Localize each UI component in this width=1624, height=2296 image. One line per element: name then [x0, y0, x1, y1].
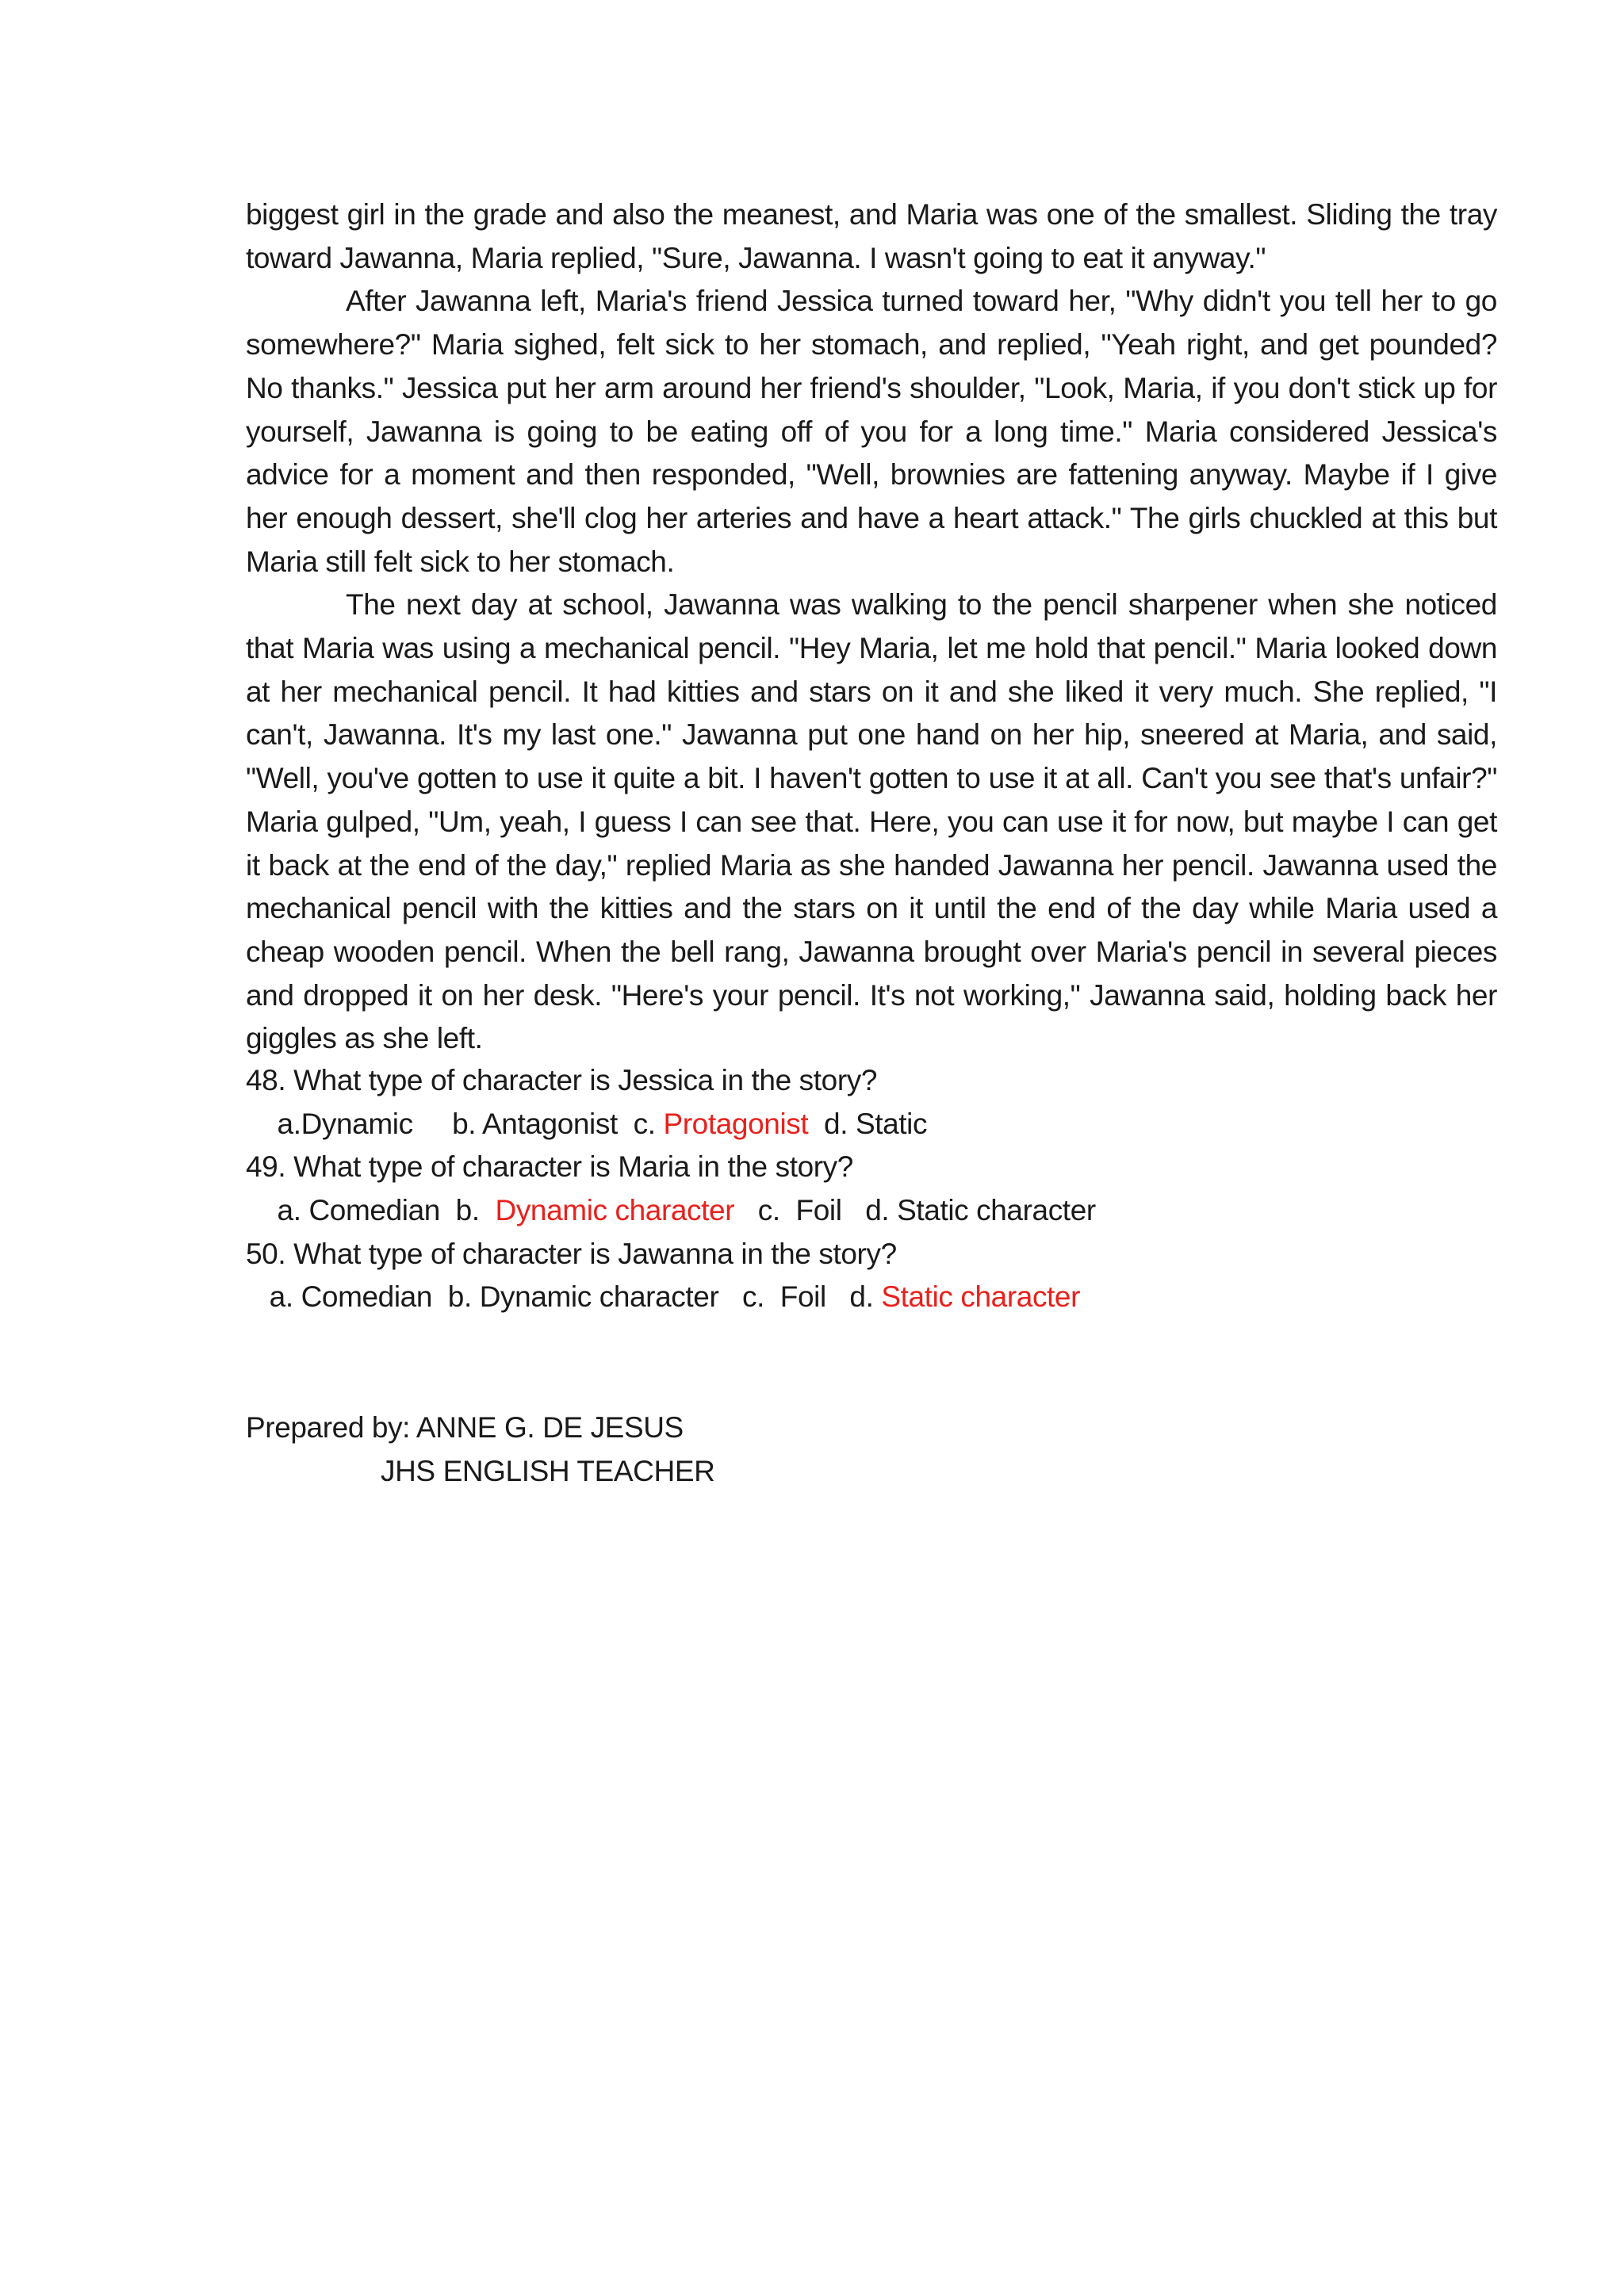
choice-prefix: b. [432, 1280, 480, 1314]
choice-d: Static character [897, 1194, 1096, 1227]
choice-b: Dynamic character [479, 1280, 719, 1314]
choice-d: Static [855, 1107, 928, 1140]
question-50: 50. What type of character is Jawanna in the story? [246, 1237, 897, 1270]
choice-prefix: a. [246, 1107, 301, 1140]
choice-d-answer: Static character [881, 1280, 1081, 1314]
choice-a: Comedian [308, 1194, 440, 1227]
question-48: 48. What type of character is Jessica in the story? [246, 1064, 878, 1096]
choice-prefix: b. [439, 1194, 496, 1227]
story-paragraph: After Jawanna left, Maria's friend Jessica turned toward her, "Why didn't you tell her to go somewhere?" Maria sighed, felt sick to her stomach, and replied, "Yeah right, and get pounded? No thanks." Jessica put her arm around her friend's shoulder, "Look, Maria, if you don't stick up for yourself, Jawanna is going to be eating off of you for a long time." Maria considered Jessica's advice for a moment and then responded, "Well, brownies are fattening anyway. Maybe if I give her enough dessert, she'll clog her arteries and have a heart attack." The girls chuckled at this but Maria still felt sick to her stomach. [246, 285, 1497, 578]
choice-prefix: d. [808, 1107, 856, 1140]
choice-b-answer: Dynamic character [495, 1194, 735, 1227]
story-paragraph: The next day at school, Jawanna was walking to the pencil sharpener when she noticed that Maria was using a mechanical pencil. "Hey Maria, let me hold that pencil." Maria looked down at her mechanical pencil. It had kitties and stars on it and she liked it very much. She replied, "I can't, Jawanna. It's my last one." Jawanna put one hand on her hip, sneered at Maria, and said, "Well, you've gotten to use it quite a bit. I haven't gotten to use it at all. Can't you see that's unfair?" Maria gulped, "Um, yeah, I guess I can see that. Here, you can use it for now, but maybe I can get it back at the end of the day," replied Maria as she handed Jawanna her pencil. Jawanna used the mechanical pencil with the kitties and the stars on it until the end of the day while Maria used a cheap wooden pencil. When the bell rang, Jawanna brought over Maria's pencil in several pieces and dropped it on her desk. "Here's your pencil. It's not working," Jawanna said, holding back her giggles as she left. [246, 588, 1497, 1055]
choice-c: Foil [779, 1280, 826, 1314]
prepared-by: Prepared by: ANNE G. DE JESUS [246, 1411, 684, 1444]
choices-49 [246, 1189, 1497, 1233]
question-49: 49. What type of character is Maria in the story? [246, 1150, 853, 1184]
choice-prefix: d. [825, 1280, 882, 1314]
choices-50 [246, 1276, 1497, 1319]
choice-prefix: c. [718, 1280, 780, 1314]
choice-c-answer: Protagonist [663, 1107, 809, 1140]
choice-a: Comedian [301, 1280, 433, 1314]
signature-block [246, 1406, 714, 1493]
story-text [246, 193, 1497, 1061]
story-paragraph: biggest girl in the grade and also the meanest, and Maria was one of the smallest. Sliding the tray toward Jawanna, Maria replied, "Sure, Jawanna. I wasn't going to eat it anyway." [246, 198, 1497, 274]
choice-prefix: a. [246, 1194, 309, 1227]
question-list [246, 1059, 1497, 1319]
choice-prefix: a. [246, 1280, 301, 1314]
choice-prefix: b. [412, 1107, 482, 1140]
choices-48 [246, 1103, 1497, 1146]
choice-prefix: d. [841, 1194, 898, 1227]
choice-c: Foil [795, 1194, 842, 1227]
choice-b: Antagonist [482, 1107, 618, 1140]
choice-prefix: c. [617, 1107, 664, 1140]
choice-prefix: c. [734, 1194, 796, 1227]
teacher-role: JHS ENGLISH TEACHER [381, 1454, 715, 1487]
choice-a: Dynamic [301, 1107, 413, 1140]
